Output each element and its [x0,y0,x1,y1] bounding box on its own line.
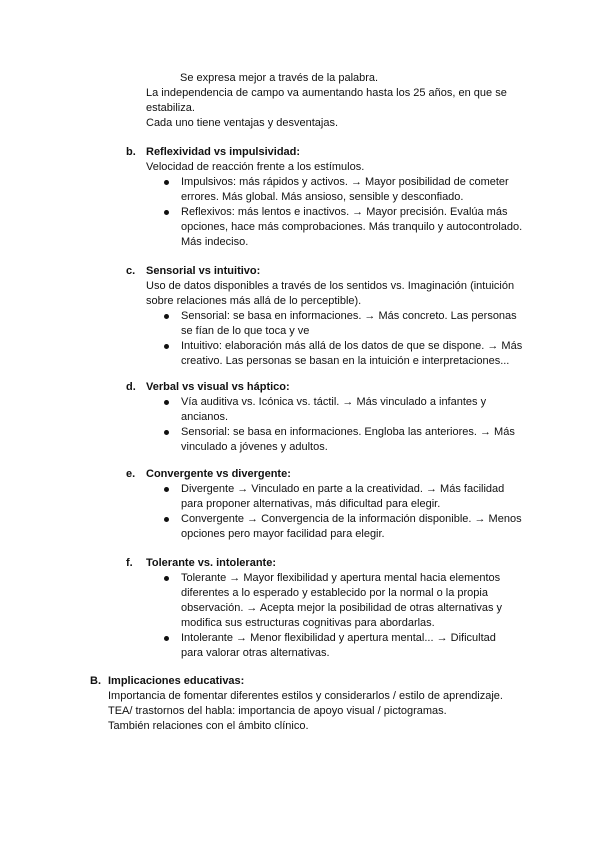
list-item-line: para valorar otras alternativas. [181,647,330,659]
intro-line-3: estabiliza. [146,102,195,114]
list-item-line: opciones, hace más comprobaciones. Más tranquilo y autocontrolado. [181,221,523,233]
bullet-icon [164,400,169,405]
section-e-title: Convergente vs divergente: [146,468,291,480]
list-item-line: Divergente → Vinculado en parte a la creatividad. → Más facilidad [181,483,505,495]
bullet-icon [164,430,169,435]
list-item-line: Tolerante → Mayor flexibilidad y apertura mental hacia elementos [181,572,501,584]
section-b-letter: b. [126,146,136,158]
intro-line-2: La independencia de campo va aumentando hasta los 25 años, en que se [146,87,507,99]
section-d-letter: d. [126,381,136,393]
section-B-line-2: TEA/ trastornos del habla: importancia de apoyo visual / pictogramas. [108,705,447,717]
list-item-line: se fían de lo que toca y ve [181,325,310,337]
bullet-icon [164,180,169,185]
section-B-line-3: También relaciones con el ámbito clínico. [108,720,309,732]
bullet-icon [164,636,169,641]
section-B-letter: B. [90,675,101,687]
list-item-line: creativo. Las personas se basan en la intuición e interpretaciones... [181,355,510,367]
section-f-title: Tolerante vs. intolerante: [146,557,276,569]
list-item-line: Sensorial: se basa en informaciones. Engloba las anteriores. → Más [181,426,515,438]
bullet-icon [164,576,169,581]
bullet-icon [164,344,169,349]
section-c-desc-2: sobre relaciones más allá de lo perceptible). [146,295,362,307]
list-item-line: opciones pero mayor facilidad para elegir. [181,528,385,540]
section-f-letter: f. [126,557,133,569]
list-item-line: Intuitivo: elaboración más allá de los datos de que se dispone. → Más [181,340,523,352]
section-c-title: Sensorial vs intuitivo: [146,265,261,277]
list-item-line: Convergente → Convergencia de la información disponible. → Menos [181,513,522,525]
bullet-icon [164,517,169,522]
section-c-letter: c. [126,265,136,277]
list-item-line: vinculado a jóvenes y adultos. [181,441,328,453]
bullet-icon [164,314,169,319]
section-b-title: Reflexividad vs impulsividad: [146,146,301,158]
section-c-desc-1: Uso de datos disponibles a través de los sentidos vs. Imaginación (intuición [146,280,515,292]
list-item-line: errores. Más global. Más ansioso, sensible y desconfiado. [181,191,464,203]
list-item-line: Más indeciso. [181,236,249,248]
section-e-letter: e. [126,468,136,480]
section-B-title: Implicaciones educativas: [108,675,245,687]
list-item-line: Sensorial: se basa en informaciones. → Más concreto. Las personas [181,310,517,322]
list-item-line: observación. → Acepta mejor la posibilidad de otras alternativas y [181,602,503,614]
list-item-line: modifica sus estructuras cognitivas para abordarlas. [181,617,435,629]
list-item-line: ancianos. [181,411,229,423]
list-item-line: Vía auditiva vs. Icónica vs. táctil. → Más vinculado a infantes y [181,396,487,408]
bullet-icon [164,210,169,215]
section-b-desc: Velocidad de reacción frente a los estímulos. [146,161,365,173]
list-item-line: Impulsivos: más rápidos y activos. → Mayor posibilidad de cometer [181,176,509,188]
list-item-line: Reflexivos: más lentos e inactivos. → Mayor precisión. Evalúa más [181,206,508,218]
intro-line-4: Cada uno tiene ventajas y desventajas. [146,117,339,129]
section-d-title: Verbal vs visual vs háptico: [146,381,290,393]
list-item-line: diferentes a lo esperado y establecido por la normal o la propia [181,587,488,599]
bullet-icon [164,487,169,492]
list-item-line: para proponer alternativas, más dificultad para elegir. [181,498,441,510]
list-item-line: Intolerante → Menor flexibilidad y apertura mental... → Dificultad [181,632,496,644]
intro-line-1: Se expresa mejor a través de la palabra. [180,72,379,84]
section-B-line-1: Importancia de fomentar diferentes estilos y considerarlos / estilo de aprendizaje. [108,690,503,702]
